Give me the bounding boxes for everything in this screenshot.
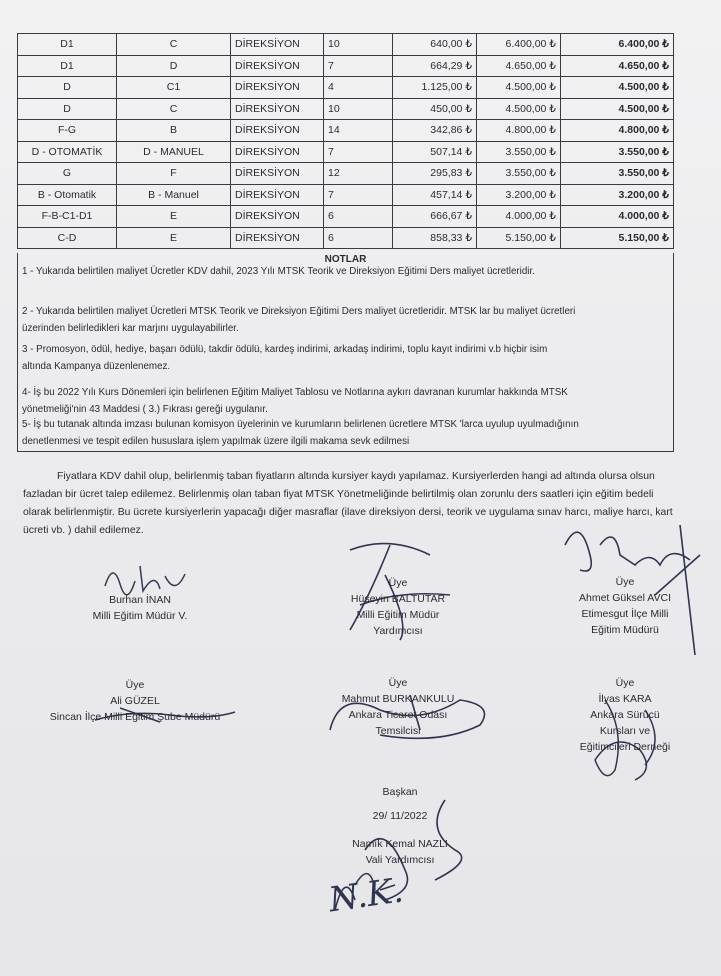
table-cell-req: D - MANUEL: [117, 141, 231, 163]
table-cell-type: DİREKSİYON: [231, 55, 324, 77]
table-cell-hours: 7: [324, 55, 393, 77]
table-cell-hours: 10: [324, 98, 393, 120]
signatory-baltutar-name: Hüseyin BALTUTAR: [350, 593, 446, 605]
table-cell-cost: 4.800,00 ₺: [477, 120, 561, 142]
table-cell-unit: 858,33 ₺: [393, 227, 477, 249]
table-cell-type: DİREKSİYON: [231, 184, 324, 206]
table-cell-unit: 664,29 ₺: [393, 55, 477, 77]
signatory-baltutar-title2: Yardımcısı: [373, 625, 423, 637]
fee-table: [17, 33, 674, 249]
table-cell-cur: B - Otomatik: [18, 184, 117, 206]
table-cell-unit: 640,00 ₺: [393, 34, 477, 56]
signatory-kara: [555, 675, 695, 755]
signatory-avci: [545, 574, 705, 638]
table-cell-req: E: [117, 206, 231, 228]
note-4-line1: 4- İş bu 2022 Yılı Kurs Dönemleri için belirlenen Eğitim Maliyet Tablosu ve Notlarına aykırı davranan kurumlar hakkında MTSK: [22, 387, 568, 398]
signatory-avci-title2: Eğitim Müdürü: [591, 624, 659, 636]
table-row: [18, 163, 674, 185]
table-cell-unit: 666,67 ₺: [393, 206, 477, 228]
table-cell-hours: 12: [324, 163, 393, 185]
signatory-inan-name: Burhan İNAN: [109, 594, 171, 606]
note-4-line2: yönetmeliği'nin 43 Maddesi ( 3.) Fıkrası gereği uygulanır.: [22, 404, 268, 415]
fee-table-body: [18, 34, 674, 249]
table-row: [18, 227, 674, 249]
signatory-guzel: [30, 677, 240, 725]
table-cell-cost: 4.500,00 ₺: [477, 98, 561, 120]
table-cell-total: 3.550,00 ₺: [561, 163, 674, 185]
signatory-kara-title2: Kursları ve: [599, 725, 651, 737]
table-cell-req: F: [117, 163, 231, 185]
table-cell-type: DİREKSİYON: [231, 227, 324, 249]
signatory-kara-title1: Ankara Sürücü: [590, 709, 660, 721]
signatory-kara-role: Üye: [615, 677, 635, 689]
signatory-guzel-role: Üye: [125, 679, 145, 691]
table-cell-total: 3.200,00 ₺: [561, 184, 674, 206]
table-cell-hours: 7: [324, 141, 393, 163]
table-row: [18, 141, 674, 163]
table-cell-req: D: [117, 55, 231, 77]
table-cell-total: 5.150,00 ₺: [561, 227, 674, 249]
table-cell-total: 4.000,00 ₺: [561, 206, 674, 228]
table-cell-cur: D - OTOMATİK: [18, 141, 117, 163]
table-cell-hours: 6: [324, 227, 393, 249]
note-3-line2: altında Kampanya düzenlenemez.: [22, 361, 171, 372]
table-cell-total: 4.500,00 ₺: [561, 98, 674, 120]
table-cell-req: B - Manuel: [117, 184, 231, 206]
table-cell-cur: F-B-C1-D1: [18, 206, 117, 228]
table-cell-type: DİREKSİYON: [231, 120, 324, 142]
signatory-inan-title: Milli Eğitim Müdür V.: [92, 610, 188, 622]
initials-text: N.K.: [326, 870, 406, 921]
table-cell-req: C: [117, 98, 231, 120]
table-cell-unit: 342,86 ₺: [393, 120, 477, 142]
table-cell-type: DİREKSİYON: [231, 163, 324, 185]
note-1: 1 - Yukarıda belirtilen maliyet Ücretler KDV dahil, 2023 Yılı MTSK Teorik ve Direksiyon Eğitimi Ders maliyet ücretleridir.: [22, 266, 535, 277]
signatory-baltutar: [318, 575, 478, 639]
signatory-burkankulu-title1: Ankara Ticaret Odası: [348, 709, 448, 721]
table-cell-req: E: [117, 227, 231, 249]
table-cell-total: 4.650,00 ₺: [561, 55, 674, 77]
table-cell-cur: D1: [18, 55, 117, 77]
table-cell-hours: 6: [324, 206, 393, 228]
table-cell-cost: 4.500,00 ₺: [477, 77, 561, 99]
table-cell-type: DİREKSİYON: [231, 206, 324, 228]
pricing-paragraph: Fiyatlara KDV dahil olup, belirlenmiş taban fiyatların altında kursiyer kaydı yapılamaz. Kursiyerlerden hangi ad altında olursa olsun fazladan bir ücret talep edilemez. Belirlenmiş olan taban fiyat MTSK Yönetmeliğinde belirtilmiş olan zorunlu ders saatleri için eğitim bedeli olarak belirlenmiştir. Bu ücrete kursiyerlerin yapacağı diğer masraflar (ilave direksiyon dersi, teorik ve uygulama sınav harcı, maliye harcı, kart ücreti vb. ) dahil edilemez.: [23, 471, 673, 536]
table-cell-req: C: [117, 34, 231, 56]
table-cell-type: DİREKSİYON: [231, 141, 324, 163]
table-cell-type: DİREKSİYON: [231, 98, 324, 120]
initials-stamp: [325, 868, 406, 921]
table-row: [18, 98, 674, 120]
table-cell-type: DİREKSİYON: [231, 34, 324, 56]
table-cell-total: 4.500,00 ₺: [561, 77, 674, 99]
signatory-burkankulu: [318, 675, 478, 739]
table-cell-cost: 4.000,00 ₺: [477, 206, 561, 228]
table-cell-hours: 7: [324, 184, 393, 206]
table-cell-cur: G: [18, 163, 117, 185]
table-cell-req: B: [117, 120, 231, 142]
table-cell-cost: 3.550,00 ₺: [477, 163, 561, 185]
table-cell-hours: 4: [324, 77, 393, 99]
table-cell-cost: 6.400,00 ₺: [477, 34, 561, 56]
signatory-avci-role: Üye: [615, 576, 635, 588]
table-row: [18, 34, 674, 56]
table-cell-req: C1: [117, 77, 231, 99]
table-cell-hours: 10: [324, 34, 393, 56]
notes-box: [17, 253, 674, 452]
note-5-line2: denetlenmesi ve tespit edilen hususlara işlem yapılmak üzere ilgili makama sevk edilmesi: [22, 436, 410, 447]
table-cell-cost: 5.150,00 ₺: [477, 227, 561, 249]
signatory-nazli-date: 29/ 11/2022: [372, 810, 428, 822]
signatory-kara-title3: Eğitimcileri Derneği: [579, 741, 671, 753]
table-row: [18, 77, 674, 99]
table-row: [18, 120, 674, 142]
table-cell-cur: D: [18, 77, 117, 99]
note-2-line1: 2 - Yukarıda belirtilen maliyet Ücretleri MTSK Teorik ve Direksiyon Eğitimi Ders maliyet ücretleridir. MTSK lar bu maliyet ücretleri: [22, 306, 576, 317]
signatory-burkankulu-role: Üye: [388, 677, 408, 689]
table-row: [18, 55, 674, 77]
signatory-burkankulu-name: Mahmut BURKANKULU: [341, 693, 455, 705]
signatory-nazli-title1: Vali Yardımcısı: [365, 854, 435, 866]
notes-title: NOTLAR: [324, 254, 367, 265]
table-cell-unit: 450,00 ₺: [393, 98, 477, 120]
signatory-burkankulu-title2: Temsilcisi: [375, 725, 421, 737]
table-cell-total: 6.400,00 ₺: [561, 34, 674, 56]
table-cell-unit: 457,14 ₺: [393, 184, 477, 206]
table-cell-cur: C-D: [18, 227, 117, 249]
signatory-nazli-name: Namık Kemal NAZLI: [352, 838, 448, 850]
table-cell-cost: 4.650,00 ₺: [477, 55, 561, 77]
table-cell-unit: 507,14 ₺: [393, 141, 477, 163]
note-3-line1: 3 - Promosyon, ödül, hediye, başarı ödülü, takdir ödülü, kardeş indirimi, arkadaş indirimi, toplu kayıt indirimi v.b hiçbir isim: [22, 344, 548, 355]
table-cell-hours: 14: [324, 120, 393, 142]
table-cell-cur: D: [18, 98, 117, 120]
signatory-baltutar-role: Üye: [388, 577, 408, 589]
table-cell-cost: 3.200,00 ₺: [477, 184, 561, 206]
signatory-inan: [60, 592, 220, 624]
signatory-avci-name: Ahmet Güksel AVCI: [578, 592, 671, 604]
signatory-avci-title1: Etimesgut İlçe Milli: [581, 608, 669, 620]
table-row: [18, 184, 674, 206]
table-row: [18, 206, 674, 228]
table-cell-total: 3.550,00 ₺: [561, 141, 674, 163]
table-cell-cur: F-G: [18, 120, 117, 142]
table-cell-unit: 1.125,00 ₺: [393, 77, 477, 99]
signatory-kara-name: İlyas KARA: [598, 693, 652, 705]
signatory-nazli-role: Başkan: [382, 786, 418, 798]
table-cell-cost: 3.550,00 ₺: [477, 141, 561, 163]
table-cell-total: 4.800,00 ₺: [561, 120, 674, 142]
signatory-baltutar-title1: Milli Eğitim Müdür: [356, 609, 440, 621]
signatory-guzel-title1: Sincan İlçe Milli Eğitim Şube Müdürü: [49, 711, 221, 723]
signatory-nazli: [320, 784, 480, 868]
signatory-guzel-name: Ali GÜZEL: [110, 695, 160, 707]
table-cell-cur: D1: [18, 34, 117, 56]
table-cell-type: DİREKSİYON: [231, 77, 324, 99]
table-cell-unit: 295,83 ₺: [393, 163, 477, 185]
note-5-line1: 5- İş bu tutanak altında imzası bulunan komisyon üyelerinin ve kurumların belirlenen ücretlere MTSK 'larca uyulup uyulmadığının: [22, 419, 579, 430]
note-2-line2: üzerinden belirledikleri kar marjını uygulayabilirler.: [22, 323, 239, 334]
